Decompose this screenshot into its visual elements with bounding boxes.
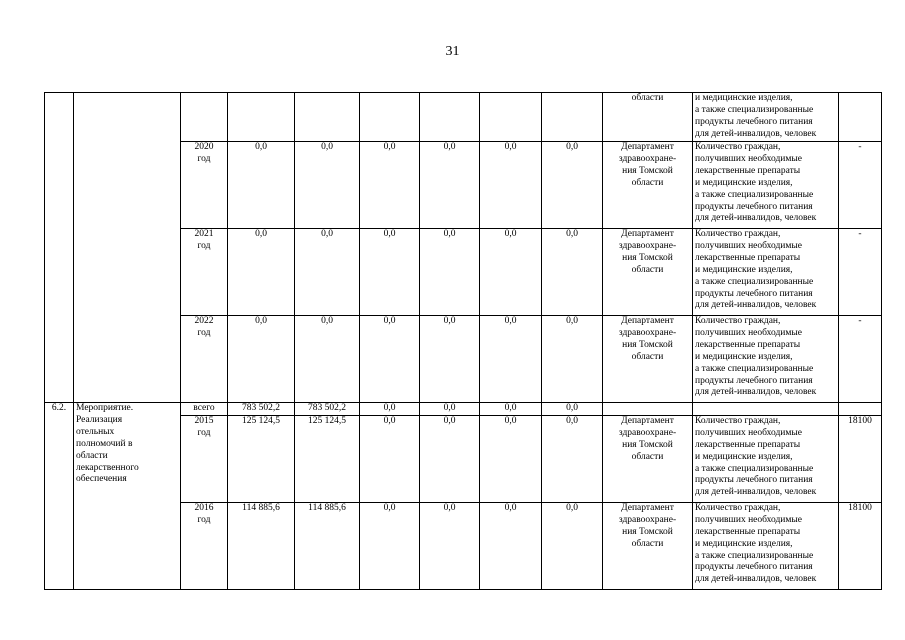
indicator-cell: Количество граждан, получивших необходимые лекарственные препараты и медицинские изделия, а также специализированные продукты лечебного питания для детей-инвалидов, человек [693,415,839,502]
page-number: 31 [445,44,460,59]
amount-cell: 0,0 [420,316,480,403]
amount-cell: 0,0 [360,415,420,502]
amount-cell [360,93,420,142]
indicator-value-cell: - [839,316,882,403]
department-cell: области [603,93,693,142]
row-number-cell [45,93,74,403]
year-cell: 2015 год [181,415,228,502]
department-cell: Департамент здравоохране- ния Томской области [603,316,693,403]
amount-cell: 0,0 [420,403,480,416]
indicator-value-cell [839,93,882,142]
department-cell [603,403,693,416]
amount-cell: 0,0 [295,316,360,403]
amount-cell: 125 124,5 [228,415,295,502]
amount-cell: 0,0 [542,403,603,416]
table-row [45,93,882,142]
amount-cell: 0,0 [420,415,480,502]
amount-cell: 0,0 [228,229,295,316]
indicator-value-cell: 18100 [839,415,882,502]
section-number: 6.2. [45,403,74,590]
amount-cell: 0,0 [360,142,420,229]
department-cell: Департамент здравоохране- ния Томской области [603,229,693,316]
amount-cell: 0,0 [420,142,480,229]
amount-cell [542,93,603,142]
indicator-value-cell [839,403,882,416]
program-table [44,92,882,590]
amount-cell [295,93,360,142]
department-cell: Департамент здравоохране- ния Томской области [603,142,693,229]
year-cell: 2021 год [181,229,228,316]
amount-cell: 0,0 [228,142,295,229]
department-cell: Департамент здравоохране- ния Томской области [603,502,693,589]
amount-cell: 0,0 [542,229,603,316]
year-cell: 2020 год [181,142,228,229]
indicator-cell: и медицинские изделия, а также специализированные продукты лечебного питания для детей-инвалидов, человек [693,93,839,142]
amount-cell: 0,0 [295,229,360,316]
amount-cell: 0,0 [480,415,542,502]
amount-cell: 0,0 [480,229,542,316]
indicator-cell: Количество граждан, получивших необходимые лекарственные препараты и медицинские изделия, а также специализированные продукты лечебного питания для детей-инвалидов, человек [693,229,839,316]
indicator-cell [693,403,839,416]
amount-cell: 114 885,6 [295,502,360,589]
indicator-cell: Количество граждан, получивших необходимые лекарственные препараты и медицинские изделия, а также специализированные продукты лечебного питания для детей-инвалидов, человек [693,142,839,229]
amount-cell: 0,0 [420,229,480,316]
measure-name-cell [74,93,181,403]
section-name: Мероприятие. Реализация отельных полномочий в области лекарственного обеспечения [74,403,181,590]
indicator-cell: Количество граждан, получивших необходимые лекарственные препараты и медицинские изделия, а также специализированные продукты лечебного питания для детей-инвалидов, человек [693,502,839,589]
amount-cell: 0,0 [360,316,420,403]
amount-cell: 0,0 [480,403,542,416]
amount-cell: 0,0 [480,142,542,229]
amount-cell [420,93,480,142]
amount-cell: 0,0 [360,229,420,316]
year-cell: 2016 год [181,502,228,589]
indicator-value-cell: - [839,142,882,229]
year-cell: всего [181,403,228,416]
indicator-value-cell: - [839,229,882,316]
year-cell [181,93,228,142]
amount-cell: 0,0 [360,502,420,589]
indicator-cell: Количество граждан, получивших необходимые лекарственные препараты и медицинские изделия, а также специализированные продукты лечебного питания для детей-инвалидов, человек [693,316,839,403]
amount-cell [480,93,542,142]
amount-cell: 0,0 [542,415,603,502]
year-cell: 2022 год [181,316,228,403]
department-cell: Департамент здравоохране- ния Томской области [603,415,693,502]
amount-cell: 114 885,6 [228,502,295,589]
amount-cell: 783 502,2 [295,403,360,416]
table-row [45,403,882,416]
amount-cell: 0,0 [480,502,542,589]
amount-cell: 0,0 [228,316,295,403]
amount-cell: 125 124,5 [295,415,360,502]
amount-cell: 0,0 [295,142,360,229]
amount-cell [228,93,295,142]
amount-cell: 0,0 [542,316,603,403]
amount-cell: 0,0 [420,502,480,589]
amount-cell: 0,0 [542,502,603,589]
indicator-value-cell: 18100 [839,502,882,589]
amount-cell: 0,0 [360,403,420,416]
amount-cell: 0,0 [542,142,603,229]
amount-cell: 0,0 [480,316,542,403]
amount-cell: 783 502,2 [228,403,295,416]
